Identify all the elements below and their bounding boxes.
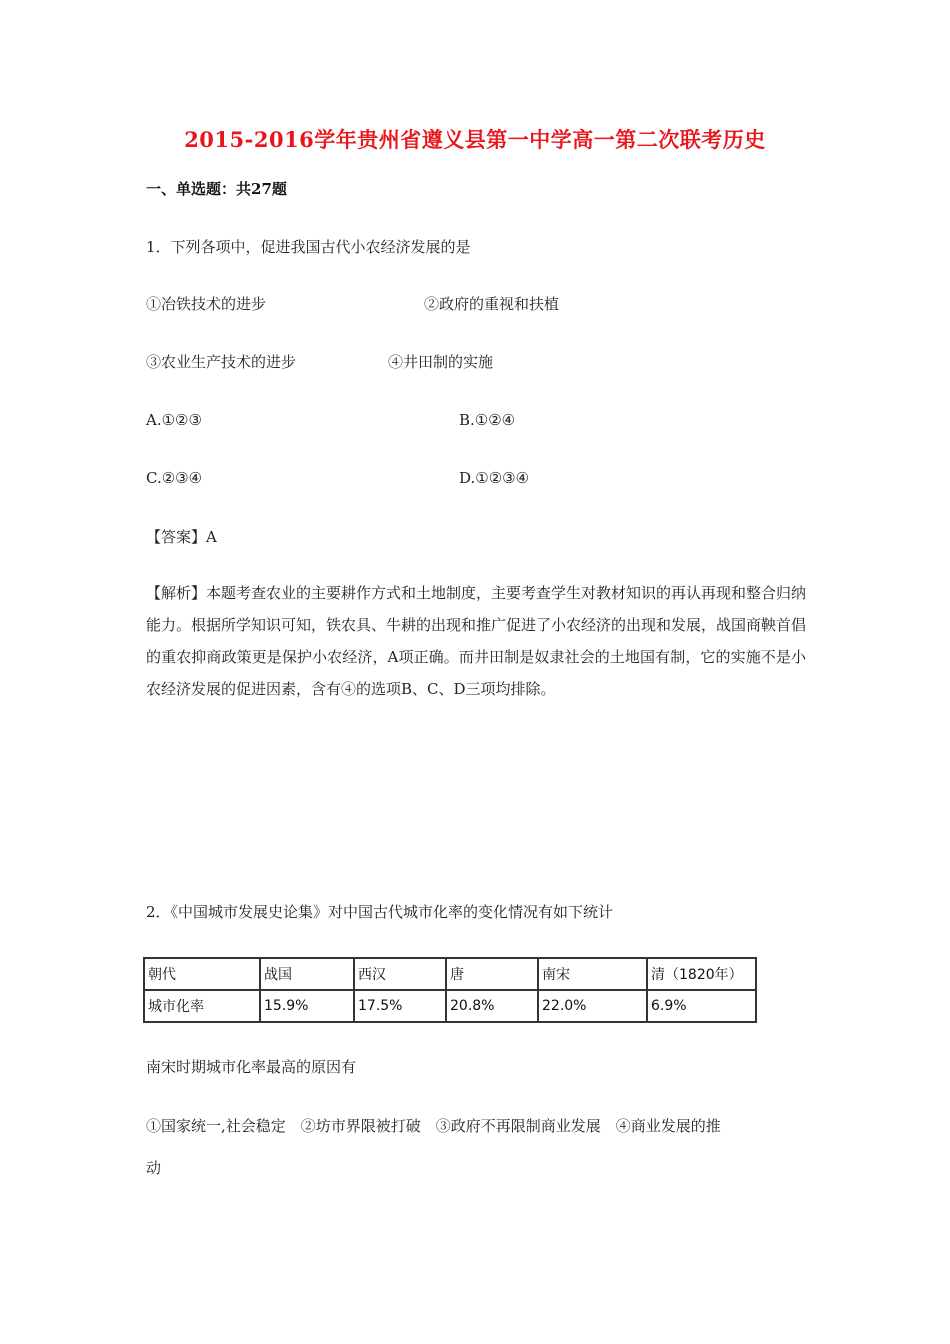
q1-choice-d: D.①②③④ — [459, 469, 530, 487]
table-cell: 清（1820年） — [647, 958, 756, 990]
q2-options-wrap: 动 — [146, 1159, 162, 1177]
table-cell: 朝代 — [144, 958, 260, 990]
table-row — [144, 990, 756, 1022]
q1-choice-c: C.②③④ — [146, 469, 203, 487]
q1-option-1: ①冶铁技术的进步 — [146, 295, 267, 313]
q1-choice-a: A.①②③ — [146, 411, 202, 429]
table-cell: 西汉 — [354, 958, 446, 990]
q1-analysis: 【解析】本题考查农业的主要耕作方式和土地制度，主要考查学生对教材知识的再认再现和整合归纳能力。根据所学知识可知，铁农具、牛耕的出现和推广促进了小农经济的出现和发展，战国商鞅首倡的重农抑商政策更是保护小农经济，A项正确。而井田制是奴隶社会的土地国有制，它的实施不是小农经济发展的促进因素，含有④的选项B、C、D三项均排除。 — [146, 584, 807, 698]
table-cell: 唐 — [446, 958, 538, 990]
table-header-row — [144, 958, 756, 990]
section-heading: 一、单选题：共27题 — [146, 180, 287, 198]
table-cell: 战国 — [260, 958, 354, 990]
q1-option-2: ②政府的重视和扶植 — [424, 295, 560, 313]
table-cell: 22.0% — [538, 990, 647, 1022]
q1-option-3: ③农业生产技术的进步 — [146, 353, 297, 371]
table-cell: 6.9% — [647, 990, 756, 1022]
table-cell: 20.8% — [446, 990, 538, 1022]
table-cell: 南宋 — [538, 958, 647, 990]
q1-answer: 【答案】A — [146, 528, 217, 546]
question-2-stem: 2．《中国城市发展史论集》对中国古代城市化率的变化情况有如下统计 — [146, 903, 614, 921]
urbanization-table — [143, 957, 757, 1023]
q2-question: 南宋时期城市化率最高的原因有 — [146, 1058, 357, 1076]
q1-option-4: ④井田制的实施 — [388, 353, 494, 371]
document-title: 2015-2016学年贵州省遵义县第一中学高一第二次联考历史 — [184, 127, 766, 152]
question-1-stem: 1．下列各项中，促进我国古代小农经济发展的是 — [146, 238, 471, 256]
table-cell: 17.5% — [354, 990, 446, 1022]
table-cell: 城市化率 — [144, 990, 260, 1022]
q2-options-line: ①国家统一,社会稳定 ②坊市界限被打破 ③政府不再限制商业发展 ④商业发展的推 — [146, 1117, 721, 1135]
table-cell: 15.9% — [260, 990, 354, 1022]
q1-choice-b: B.①②④ — [459, 411, 516, 429]
